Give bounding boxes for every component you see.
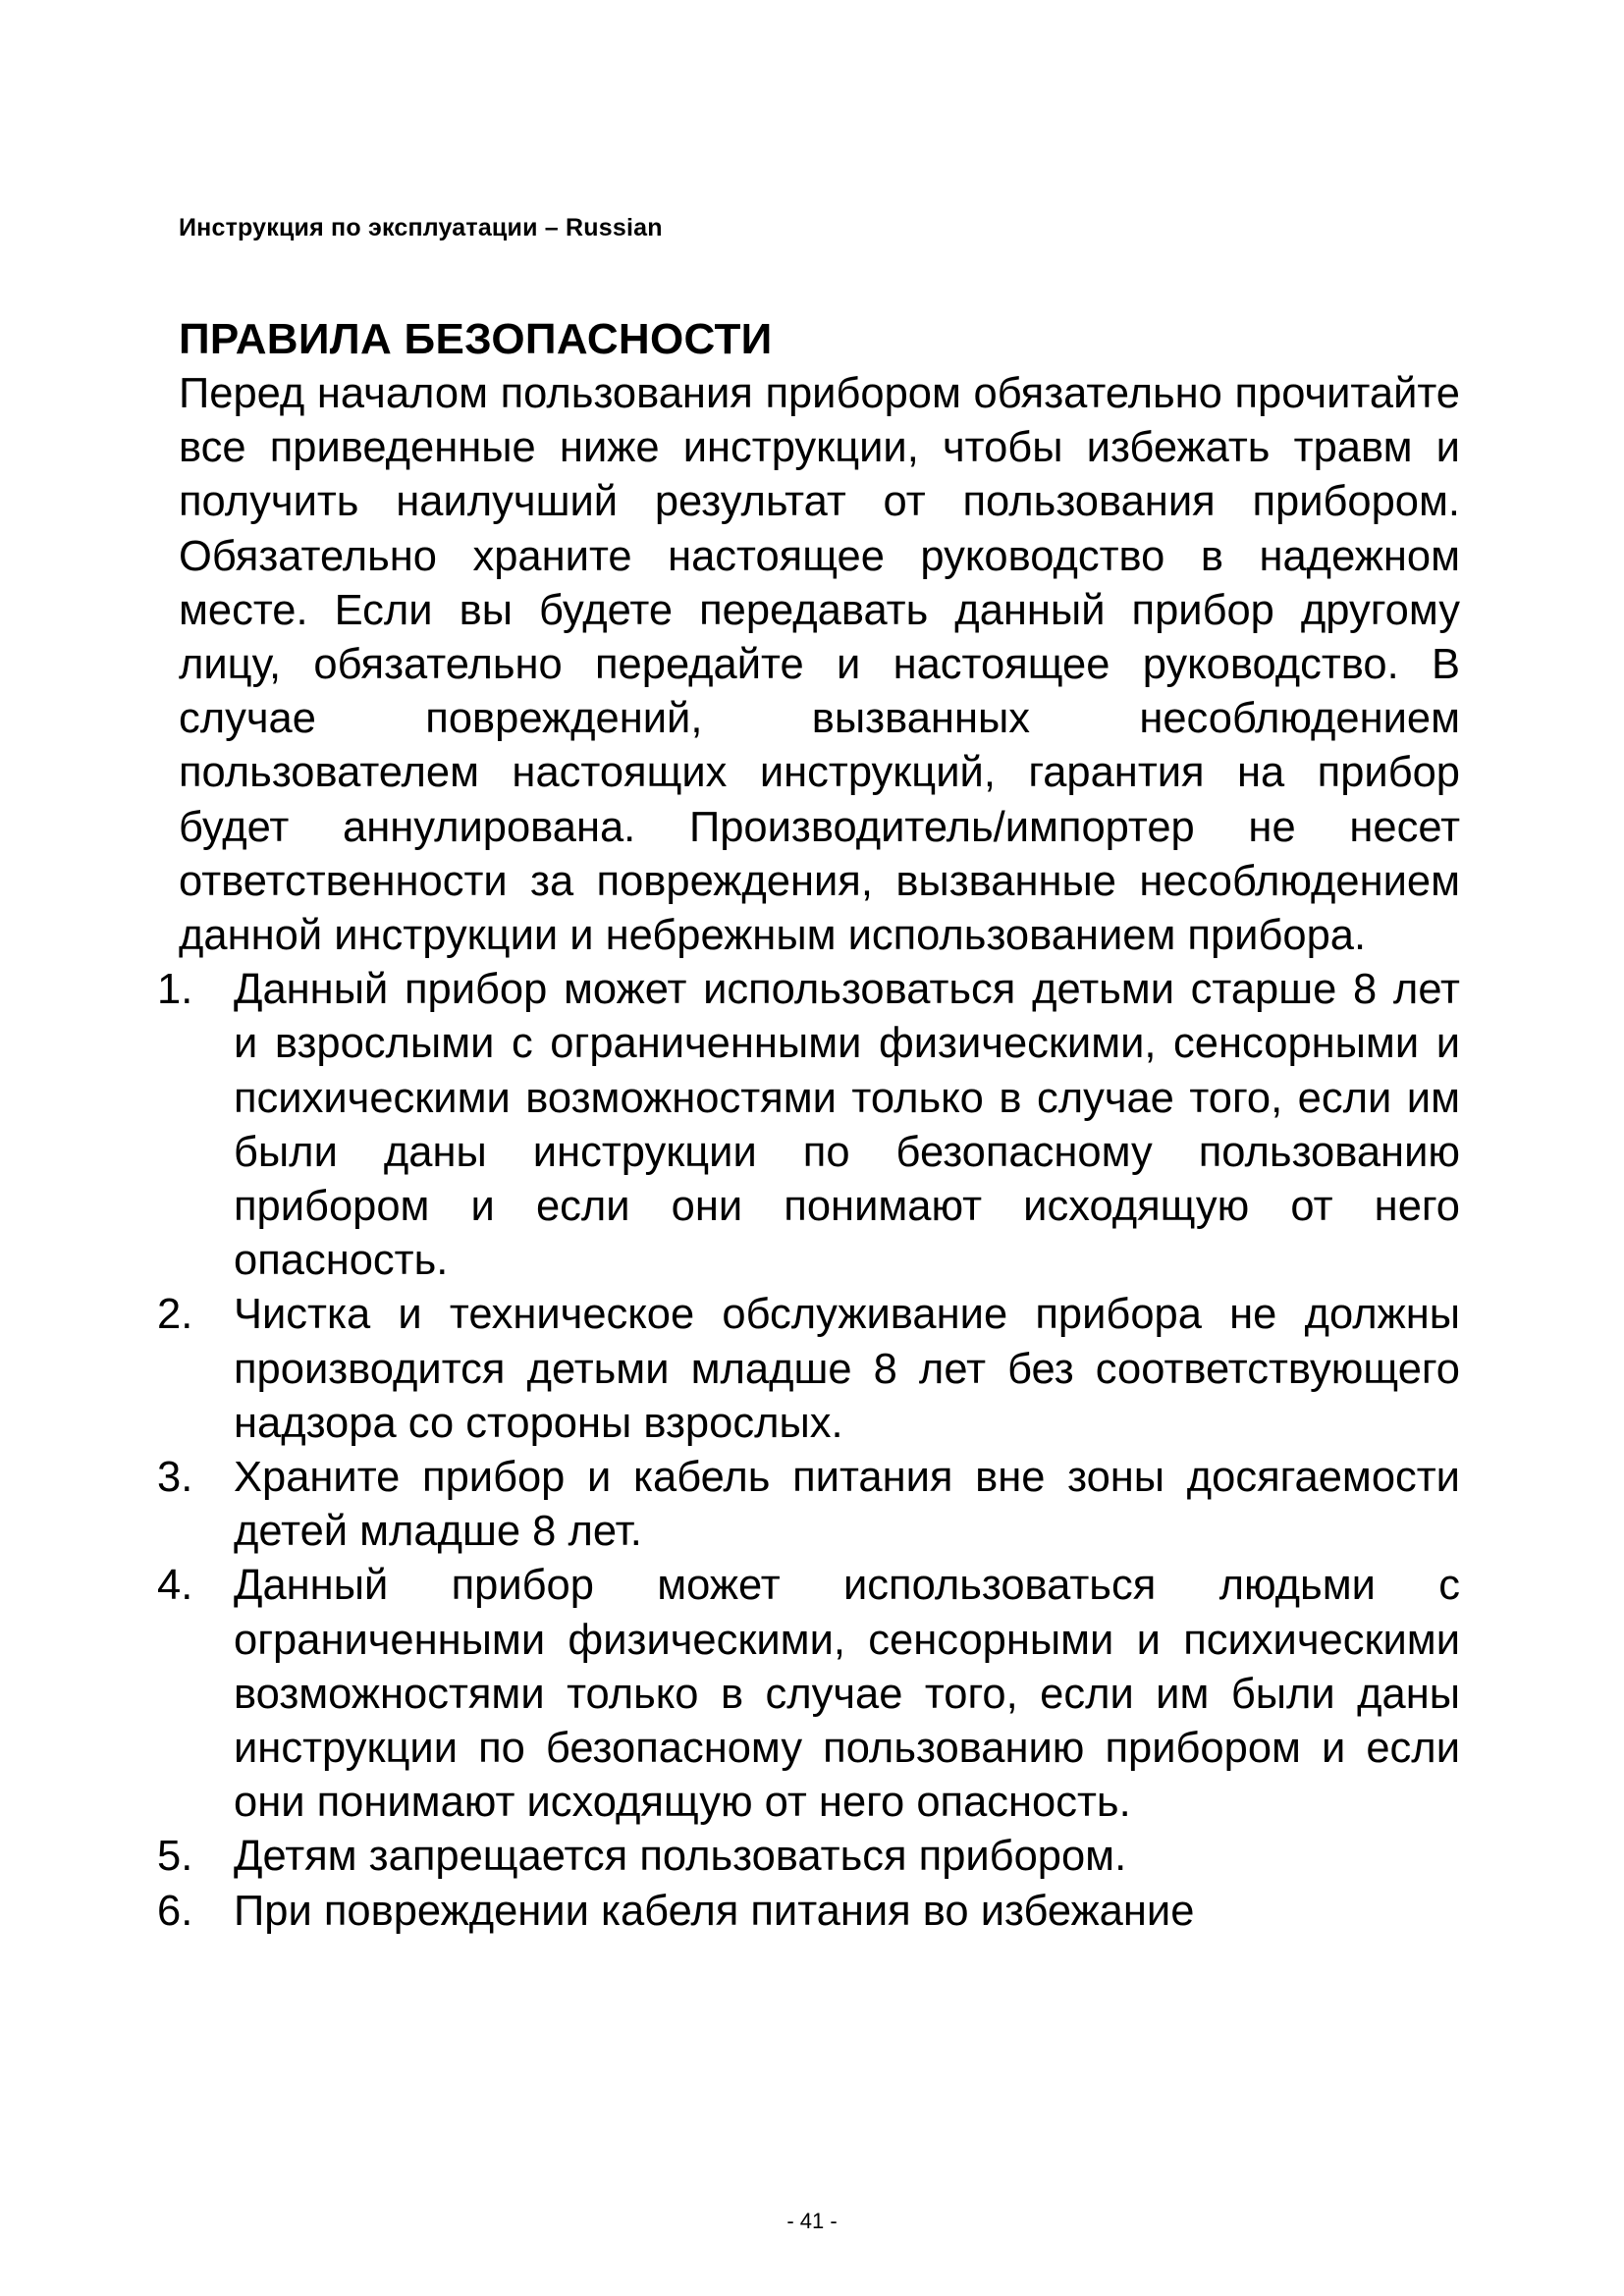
rule-number: 2. bbox=[157, 1291, 193, 1339]
rule-item bbox=[157, 1451, 1460, 1559]
rule-number: 6. bbox=[157, 1887, 193, 1935]
rule-number: 3. bbox=[157, 1454, 193, 1502]
rules-list bbox=[157, 963, 1460, 1939]
rule-text: Данный прибор может использоваться людьми с ограниченными физическими, сенсорными и психическими возможностями только в случае того, если им были даны инструкции по безопасному пользованию прибором и если они понимают исходящую от него опасность. bbox=[234, 1562, 1460, 1827]
page-header: Инструкция по эксплуатации – Russian bbox=[179, 214, 663, 241]
safety-section bbox=[157, 312, 1460, 1939]
rule-text: Чистка и техническое обслуживание прибора не должны производится детьми младше 8 лет без соответствующего надзора со стороны взрослых. bbox=[234, 1291, 1460, 1447]
rule-item bbox=[157, 1288, 1460, 1451]
rule-item bbox=[157, 1830, 1460, 1884]
rule-text: При повреждении кабеля питания во избежание bbox=[234, 1887, 1195, 1935]
rule-text: Храните прибор и кабель питания вне зоны досягаемости детей младше 8 лет. bbox=[234, 1454, 1460, 1556]
intro-paragraph: Перед началом пользования прибором обязательно прочитайте все приведенные ниже инструкции, чтобы избежать травм и получить наилучший результат от пользования прибором. Обязательно храните настоящее руководство в надежном месте. Если вы будете передавать данный прибор другому лицу, обязательно передайте и настоящее руководство. В случае повреждений, вызванных несоблюдением пользователем настоящих инструкций, гарантия на прибор будет аннулирована. Производитель/импортер не несет ответственности за повреждения, вызванные несоблюдением данной инструкции и небрежным использованием прибора. bbox=[179, 370, 1460, 960]
rule-item bbox=[157, 1559, 1460, 1830]
rule-number: 5. bbox=[157, 1833, 193, 1881]
rule-item bbox=[157, 963, 1460, 1288]
rule-number: 4. bbox=[157, 1562, 193, 1610]
rule-text: Данный прибор может использоваться детьми старше 8 лет и взрослыми с ограниченными физическими, сенсорными и психическими возможностями только в случае того, если им были даны инструкции по безопасному пользованию прибором и если они понимают исходящую от него опасность. bbox=[234, 966, 1460, 1285]
section-title: ПРАВИЛА БЕЗОПАСНОСТИ bbox=[179, 315, 773, 363]
rule-text: Детям запрещается пользоваться прибором. bbox=[234, 1833, 1127, 1881]
rule-number: 1. bbox=[157, 966, 193, 1014]
page-number: - 41 - bbox=[786, 2209, 838, 2233]
rule-item bbox=[157, 1885, 1460, 1939]
